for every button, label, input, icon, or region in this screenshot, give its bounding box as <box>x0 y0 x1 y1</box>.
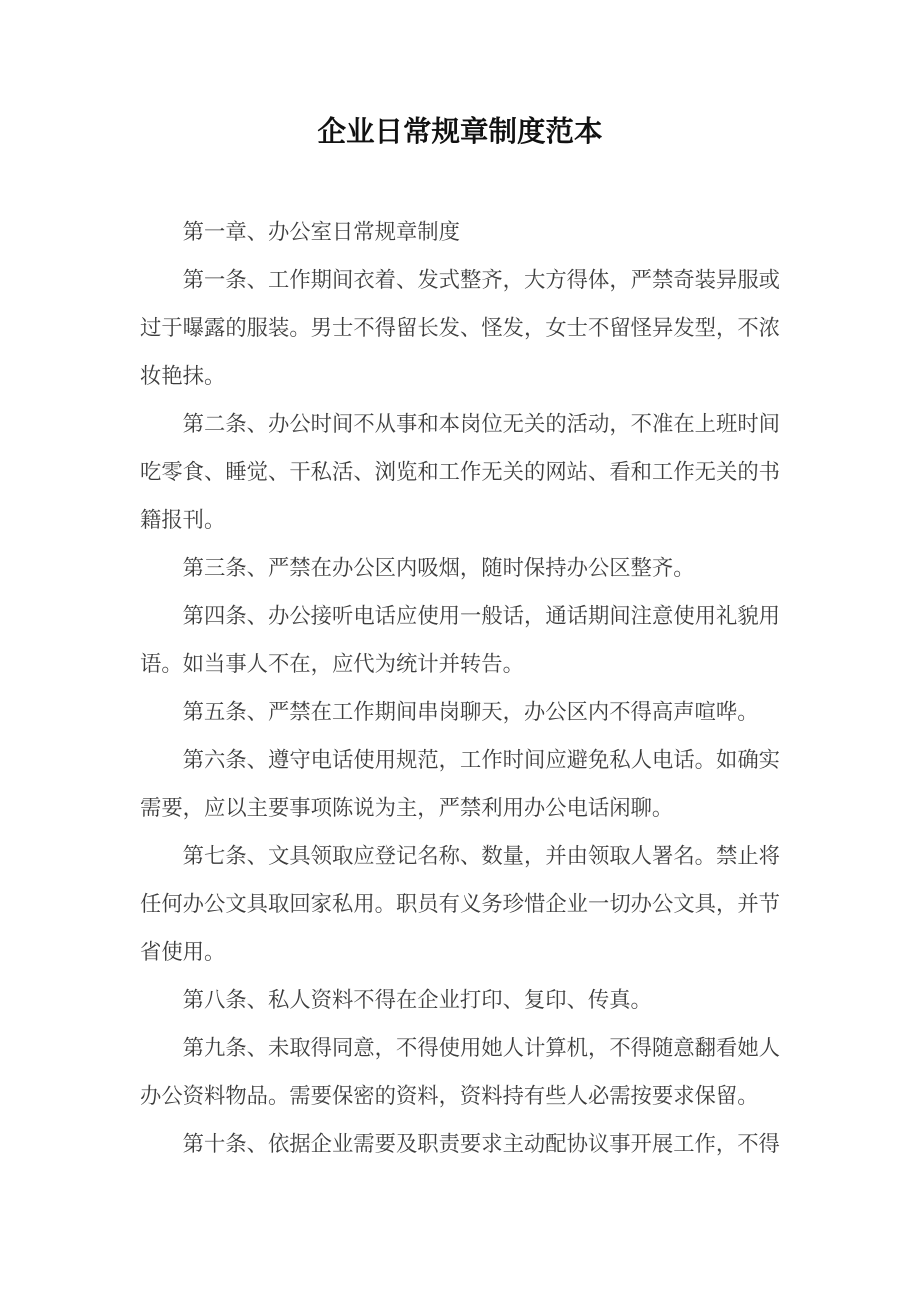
paragraph: 第二条、办公时间不从事和本岗位无关的活动，不准在上班时间吃零食、睡觉、干私活、浏览和工作无关的网站、看和工作无关的书籍报刊。 <box>140 412 780 532</box>
document-title: 企业日常规章制度范本 <box>317 116 603 148</box>
paragraph: 第一条、工作期间衣着、发式整齐，大方得体，严禁奇装异服或过于曝露的服装。男士不得留长发、怪发，女士不留怪异发型，不浓妆艳抹。 <box>140 268 780 388</box>
document-body <box>140 208 780 1168</box>
paragraph: 第五条、严禁在工作期间串岗聊天，办公区内不得高声喧哗。 <box>182 700 759 724</box>
paragraph: 第四条、办公接听电话应使用一般话，通话期间注意使用礼貌用语。如当事人不在，应代为统计并转告。 <box>140 604 780 676</box>
paragraph: 第九条、未取得同意，不得使用她人计算机，不得随意翻看她人办公资料物品。需要保密的资料，资料持有些人必需按要求保留。 <box>140 1036 780 1108</box>
paragraph: 第一章、办公室日常规章制度 <box>182 220 460 244</box>
paragraph: 第三条、严禁在办公区内吸烟，随时保持办公区整齐。 <box>182 556 695 580</box>
paragraph: 第十条、依据企业需要及职责要求主动配协议事开展工作，不得 <box>182 1132 780 1156</box>
paragraph: 第七条、文具领取应登记名称、数量，并由领取人署名。禁止将任何办公文具取回家私用。职员有义务珍惜企业一切办公文具，并节省使用。 <box>140 844 780 964</box>
paragraph: 第八条、私人资料不得在企业打印、复印、传真。 <box>182 988 652 1012</box>
paragraph: 第六条、遵守电话使用规范，工作时间应避免私人电话。如确实需要，应以主要事项陈说为主，严禁利用办公电话闲聊。 <box>140 748 780 820</box>
